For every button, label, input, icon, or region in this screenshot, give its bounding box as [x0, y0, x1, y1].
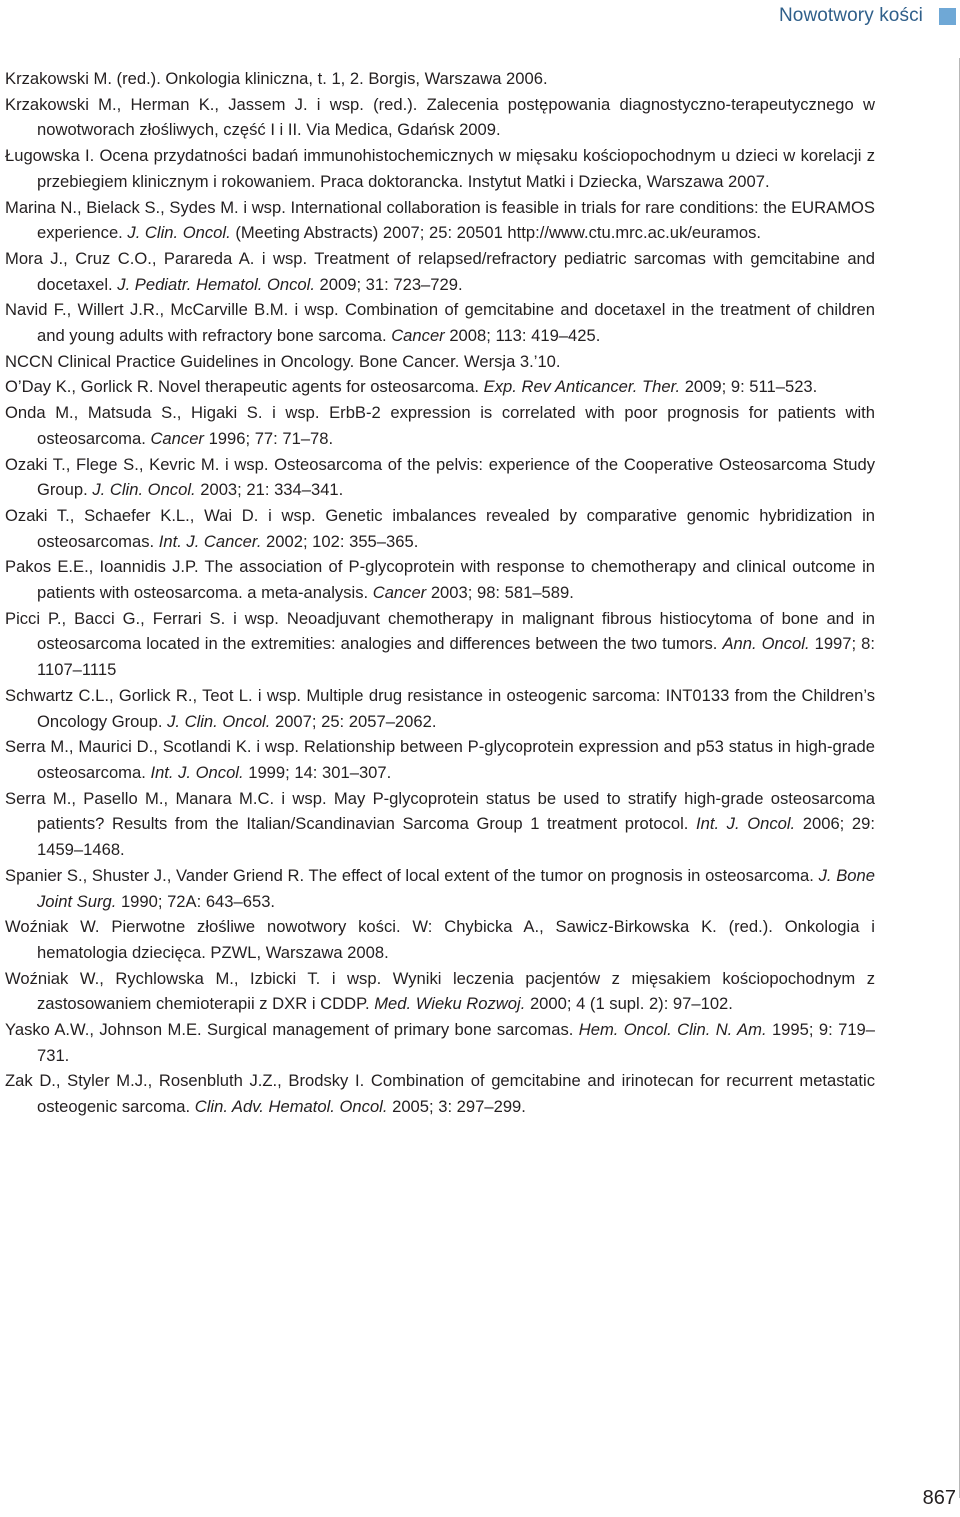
reference-entry [5, 400, 875, 451]
journal-name: Hem. Oncol. Clin. N. Am. [578, 1020, 767, 1040]
reference-text: Yasko A.W., Johnson M.E. Surgical management of primary bone sarcomas. [5, 1020, 579, 1040]
reference-list [5, 66, 875, 1120]
reference-entry [5, 683, 875, 734]
reference-text: Woźniak W. Pierwotne złośliwe nowotwory kości. W: Chybicka A., Sawicz-Birkowska K. (red.). Onkologia i hematologia dziecięca. PZWL, Warszawa 2008. [5, 917, 875, 962]
reference-entry [5, 1017, 875, 1068]
reference-text: NCCN Clinical Practice Guidelines in Oncology. Bone Cancer. Wersja 3.’10. [5, 351, 561, 371]
reference-text: Krzakowski M. (red.). Onkologia kliniczna, t. 1, 2. Borgis, Warszawa 2006. [5, 69, 548, 88]
citation-details: 1995; 9: 719–731. [37, 1020, 875, 1065]
reference-text: Krzakowski M., Herman K., Jassem J. i wsp. (red.). Zalecenia postępowania diagnostyczno-terapeutycznego w nowotworach złośliwych, część I i II. Via Medica, Gdańsk 2009. [5, 94, 875, 140]
reference-entry [5, 914, 875, 965]
reference-entry [5, 349, 875, 375]
journal-name: Int. J. Cancer. [158, 531, 262, 551]
reference-entry [5, 246, 875, 297]
citation-details: 1990; 72A: 643–653. [116, 891, 276, 911]
reference-text: Ozaki T., Flege S., Kevric M. i wsp. Osteosarcoma of the pelvis: experience of the Cooperative Osteosarcoma Study Group. [5, 454, 875, 500]
reference-text: Woźniak W., Rychlowska M., Izbicki T. i wsp. Wyniki leczenia pacjentów z mięsakiem kościopochodnym z zastosowaniem chemioterapii z DXR i CDDP. [5, 968, 875, 1014]
citation-details: 2007; 25: 2057–2062. [270, 711, 437, 731]
citation-details: 2005; 3: 297–299. [387, 1097, 526, 1117]
journal-name: J. Clin. Oncol. [127, 223, 231, 243]
citation-details: (Meeting Abstracts) 2007; 25: 20501 http://www.ctu.mrc.ac.uk/euramos. [230, 223, 762, 243]
journal-name: Int. J. Oncol. [150, 762, 244, 782]
reference-text: Pakos E.E., Ioannidis J.P. The association of P-glycoprotein with response to chemotherapy and clinical outcome in patients with osteosarcoma. a meta-analysis. [5, 557, 875, 603]
journal-name: Exp. Rev Anticancer. Ther. [483, 377, 681, 397]
journal-name: Cancer [391, 326, 445, 346]
reference-entry [5, 1068, 875, 1119]
reference-entry [5, 863, 875, 914]
citation-details: 1999; 14: 301–307. [243, 762, 392, 782]
running-header [779, 4, 960, 28]
reference-entry [5, 554, 875, 605]
reference-entry [5, 503, 875, 554]
section-marker-square [939, 8, 956, 25]
citation-details: 2006; 29: 1459–1468. [37, 814, 875, 860]
journal-name: J. Clin. Oncol. [167, 711, 271, 731]
reference-entry [5, 66, 875, 92]
reference-text: Picci P., Bacci G., Ferrari S. i wsp. Neoadjuvant chemotherapy in malignant fibrous histiocytoma of bone and in osteosarcoma located in the extremities: analogies and differences between the two tumors. [5, 608, 875, 654]
reference-entry [5, 786, 875, 863]
reference-text: Spanier S., Shuster J., Vander Griend R. The effect of local extent of the tumor on prognosis in osteosarcoma. [5, 865, 819, 885]
journal-name: Cancer [372, 583, 427, 603]
reference-entry [5, 195, 875, 246]
reference-text: Serra M., Pasello M., Manara M.C. i wsp. May P-glycoprotein status be used to stratify high-grade osteosarcoma patients? Results from the Italian/Scandinavian Sarcoma Group 1 treatment protocol. [5, 788, 875, 834]
reference-text: O’Day K., Gorlick R. Novel therapeutic agents for osteosarcoma. [5, 377, 484, 397]
page-number: 867 [922, 1487, 956, 1509]
reference-text: Navid F., Willert J.R., McCarville B.M. i wsp. Combination of gemcitabine and docetaxel in the treatment of children and young adults with refractory bone sarcoma. [5, 300, 875, 346]
reference-text: Schwartz C.L., Gorlick R., Teot L. i wsp. Multiple drug resistance in osteogenic sarcoma: INT0133 from the Children’s Oncology Group. [5, 685, 875, 731]
citation-details: 1997; 8: 1107–1115 [37, 634, 875, 680]
reference-entry [5, 734, 875, 785]
reference-entry [5, 143, 875, 194]
journal-name: J. Bone Joint Surg. [37, 865, 875, 911]
reference-text: Ługowska I. Ocena przydatności badań immunohistochemicznych w mięsaku kościopochodnym u dzieci w korelacji z przebiegiem klinicznym i rokowaniem. Praca doktorancka. Instytut Matki i Dziecka, Warszawa 2007. [5, 146, 875, 191]
reference-text: Ozaki T., Schaefer K.L., Wai D. i wsp. Genetic imbalances revealed by comparative genomic hybridization in osteosarcomas. [5, 505, 875, 551]
reference-text: Mora J., Cruz C.O., Parareda A. i wsp. Treatment of relapsed/refractory pediatric sarcomas with gemcitabine and docetaxel. [5, 248, 875, 294]
journal-name: J. Pediatr. Hematol. Oncol. [117, 274, 315, 294]
reference-text: Onda M., Matsuda S., Higaki S. i wsp. ErbB-2 expression is correlated with poor prognosis for patients with osteosarcoma. [5, 403, 875, 448]
citation-details: 2002; 102: 355–365. [261, 531, 419, 551]
citation-details: 1996; 77: 71–78. [203, 428, 334, 448]
reference-entry [5, 297, 875, 348]
reference-entry [5, 966, 875, 1017]
citation-details: 2009; 9: 511–523. [680, 377, 818, 397]
section-title: Nowotwory kości [778, 5, 923, 26]
citation-details: 2003; 21: 334–341. [195, 480, 344, 500]
citation-details: 2003; 98: 581–589. [426, 583, 574, 603]
citation-details: 2008; 113: 419–425. [444, 326, 601, 346]
journal-name: Int. J. Oncol. [696, 814, 796, 834]
citation-details: 2009; 31: 723–729. [314, 274, 463, 294]
reference-entry [5, 606, 875, 683]
reference-entry [5, 374, 875, 400]
reference-entry [5, 452, 875, 503]
journal-name: Ann. Oncol. [722, 634, 810, 654]
reference-entry [5, 92, 875, 143]
citation-details: 2000; 4 (1 supl. 2): 97–102. [525, 994, 733, 1014]
journal-name: Clin. Adv. Hematol. Oncol. [194, 1097, 388, 1117]
journal-name: Med. Wieku Rozwoj. [374, 994, 526, 1014]
journal-name: Cancer [150, 428, 204, 448]
journal-name: J. Clin. Oncol. [92, 480, 196, 500]
reference-text: Marina N., Bielack S., Sydes M. i wsp. International collaboration is feasible in trials for rare conditions: the EURAMOS experience. [5, 197, 875, 243]
reference-text: Zak D., Styler M.J., Rosenbluth J.Z., Brodsky I. Combination of gemcitabine and irinotecan for recurrent metastatic osteogenic sarcoma. [5, 1071, 875, 1117]
reference-text: Serra M., Maurici D., Scotlandi K. i wsp. Relationship between P-glycoprotein expression and p53 status in high-grade osteosarcoma. [5, 737, 875, 782]
